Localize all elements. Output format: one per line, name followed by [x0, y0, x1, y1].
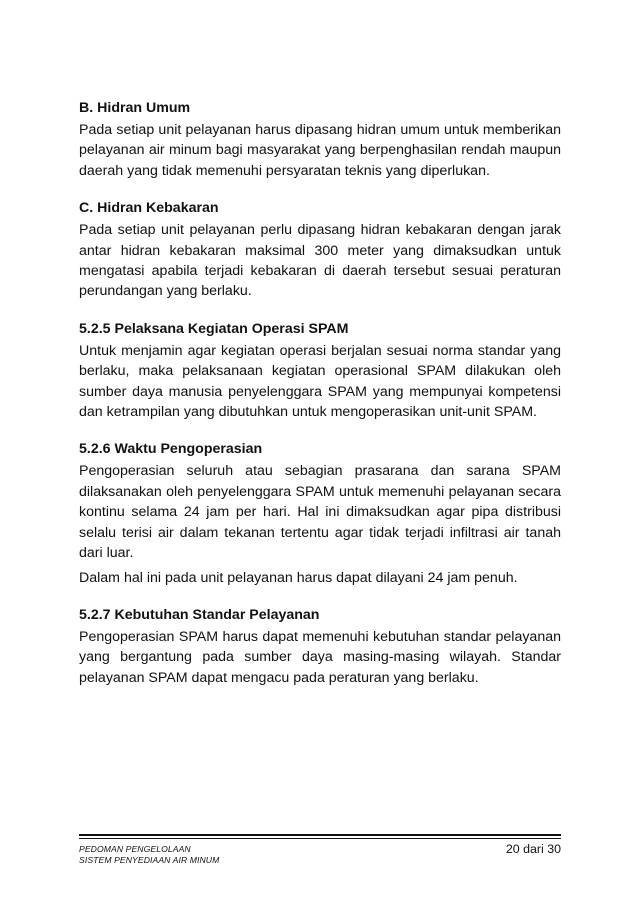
section-heading: 5.2.5 Pelaksana Kegiatan Operasi SPAM	[79, 320, 349, 337]
section-heading: 5.2.6 Waktu Pengoperasian	[79, 441, 263, 458]
section-heading: 5.2.7 Kebutuhan Standar Pelayanan	[79, 606, 320, 623]
footer-rule-thick	[79, 834, 561, 836]
page-footer	[79, 834, 561, 872]
section-hidran-umum	[79, 98, 561, 181]
section-paragraph: Pada setiap unit pelayanan harus dipasang hidran umum untuk memberikan pelayanan air minum bagi masyarakat yang berpenghasilan rendah maupun daerah yang tidak memenuhi persyaratan teknis yang diperlukan.	[79, 122, 561, 179]
section-pelaksana-kegiatan	[79, 319, 561, 423]
footer-document-title	[79, 844, 219, 866]
section-heading: C. Hidran Kebakaran	[79, 200, 219, 217]
page-number: 20 dari 30	[505, 842, 561, 856]
section-kebutuhan-standar	[79, 605, 561, 688]
section-waktu-pengoperasian	[79, 439, 561, 587]
footer-row	[79, 842, 561, 872]
footer-title-line-1: PEDOMAN PENGELOLAAN	[79, 844, 191, 854]
section-paragraph: Pada setiap unit pelayanan perlu dipasang hidran kebakaran dengan jarak antar hidran kebakaran maksimal 300 meter yang dimaksudkan untuk mengatasi apabila terjadi kebakaran di daerah tersebut sesuai peraturan perundangan yang berlaku.	[79, 222, 561, 300]
section-paragraph: Pengoperasian seluruh atau sebagian prasarana dan sarana SPAM dilaksanakan oleh penyelenggara SPAM untuk memenuhi pelayanan secara kontinu selama 24 jam per hari. Hal ini dimaksudkan agar pipa distribusi selalu terisi air dalam tekanan tertentu agar tidak terjadi infiltrasi air tanah dari luar.	[79, 463, 561, 562]
page-content	[79, 98, 561, 705]
section-paragraph: Dalam hal ini pada unit pelayanan harus dapat dilayani 24 jam penuh.	[79, 569, 518, 586]
section-heading: B. Hidran Umum	[79, 100, 191, 116]
section-hidran-kebakaran	[79, 198, 561, 302]
footer-rule-thin	[79, 838, 561, 839]
section-paragraph: Pengoperasian SPAM harus dapat memenuhi kebutuhan standar pelayanan yang bergantung pada sumber daya masing-masing wilayah. Standar pelayanan SPAM dapat mengacu pada peraturan yang berlaku.	[79, 628, 561, 686]
section-paragraph: Untuk menjamin agar kegiatan operasi berjalan sesuai norma standar yang berlaku, maka pelaksanaan kegiatan operasional SPAM dilakukan oleh sumber daya manusia penyelenggara SPAM yang mempunyai kompetensi dan ketrampilan yang dibutuhkan untuk mengoperasikan unit-unit SPAM.	[79, 342, 561, 421]
footer-title-line-2: SISTEM PENYEDIAAN AIR MINUM	[79, 855, 220, 865]
